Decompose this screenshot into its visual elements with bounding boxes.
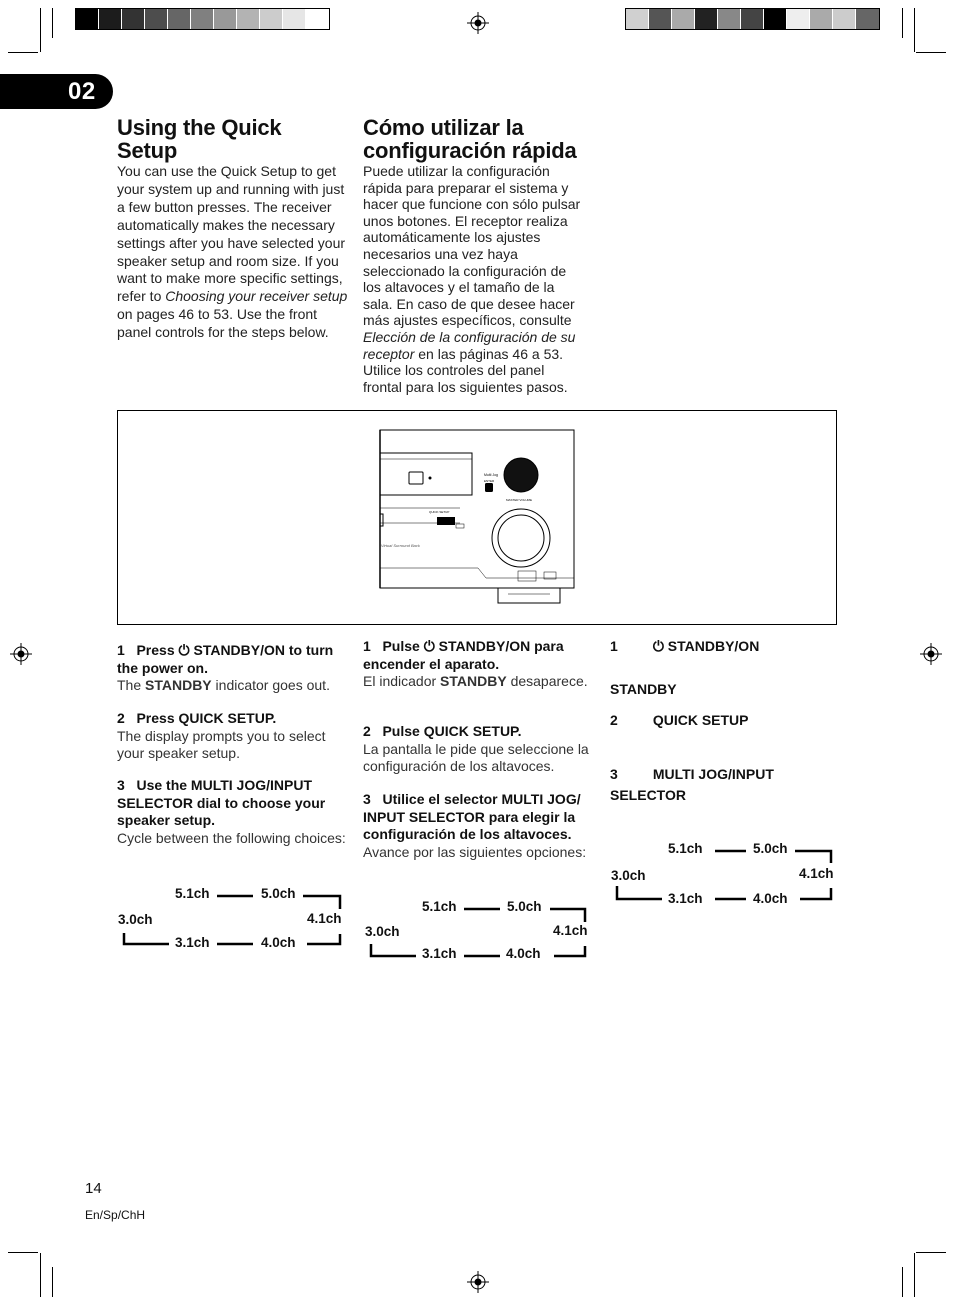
cycle-option-5-1: 5.1ch: [422, 899, 457, 914]
step-title: Press QUICK SETUP.: [136, 710, 277, 726]
step-title: Pulse QUICK SETUP.: [382, 723, 522, 739]
step-title: Press: [136, 642, 179, 658]
intro-spanish: [363, 163, 585, 395]
cycle-option-4-0: 4.0ch: [506, 946, 541, 961]
step-number: 1: [610, 638, 618, 654]
cycle-option-4-0: 4.0ch: [261, 935, 296, 950]
crop-mark: [52, 1267, 53, 1297]
step-desc: The display prompts you to select your speaker setup.: [117, 727, 326, 762]
step-number: 1: [117, 642, 125, 658]
step-number: 3: [117, 777, 125, 793]
intro-link-text: Elección de la configuración de su receptor: [363, 328, 576, 362]
step-1-english: [117, 642, 349, 695]
crop-mark: [902, 8, 903, 38]
crosshair-icon: [467, 1271, 489, 1293]
standby-indicator-label: STANDBY: [440, 673, 507, 690]
crop-mark: [40, 8, 41, 52]
cycle-option-4-1: 4.1ch: [553, 923, 588, 938]
title-line: Setup: [117, 138, 178, 163]
crosshair-icon: [467, 12, 489, 34]
cycle-option-5-1: 5.1ch: [175, 886, 210, 901]
cycle-option-3-1: 3.1ch: [175, 935, 210, 950]
step-3-spanish: [363, 791, 595, 861]
standby-indicator-label: STANDBY: [610, 681, 677, 697]
title-line: Cómo utilizar la: [363, 115, 524, 140]
step-desc: La pantalla le pide que seleccione la configuración de los altavoces.: [363, 740, 589, 775]
surround-back-label: Virtual Surround Back: [381, 543, 420, 548]
crop-mark: [40, 1253, 41, 1297]
speaker-cycle-diagram-chinese: [610, 840, 835, 905]
speaker-cycle-diagram-spanish: [364, 898, 589, 963]
cycle-option-3-0: 3.0ch: [611, 868, 646, 883]
step-title: STANDBY/ON: [667, 638, 760, 654]
step-number: 1: [363, 638, 371, 654]
power-icon: ⏻: [178, 642, 190, 658]
title-line: Using the Quick: [117, 115, 282, 140]
intro-text: on pages 46 to 53. Use the front panel controls for the steps below.: [117, 306, 329, 341]
cycle-option-5-0: 5.0ch: [753, 841, 788, 856]
speaker-cycle-diagram-english: [117, 885, 342, 950]
cycle-option-4-1: 4.1ch: [307, 911, 342, 926]
crop-mark: [8, 1252, 38, 1253]
step-title: QUICK SETUP: [652, 712, 749, 728]
step-title: STANDBY/ON to turn the power on.: [117, 642, 334, 676]
crosshair-icon: [920, 643, 942, 665]
step-title: Utilice el selector MULTI JOG/ INPUT SELECTOR para elegir la configuración de los altavoces.: [363, 791, 581, 843]
step-title: Use the MULTI JOG/INPUT SELECTOR dial to choose your speaker setup.: [117, 777, 326, 829]
page-title-english: [117, 116, 347, 162]
intro-link-text: Choosing your receiver setup: [165, 288, 348, 305]
step-desc: El indicador: [363, 673, 441, 690]
step-desc: desaparece.: [506, 673, 588, 690]
cycle-option-5-1: 5.1ch: [668, 841, 703, 856]
crop-mark: [914, 8, 915, 52]
step-number: 2: [117, 710, 125, 726]
step-1-chinese-desc: [610, 681, 677, 699]
intro-text: en las páginas 46 a 53. Utilice los controles del panel frontal para los siguientes pasos.: [363, 345, 568, 395]
power-icon: ⏻: [423, 638, 435, 654]
cycle-option-3-1: 3.1ch: [422, 946, 457, 961]
step-number: 2: [363, 723, 371, 739]
crop-mark: [902, 1267, 903, 1297]
crop-mark: [916, 1252, 946, 1253]
step-2-english: [117, 710, 349, 763]
step-title: MULTI JOG/INPUT: [652, 766, 774, 782]
step-title: Pulse: [382, 638, 424, 654]
step-1-spanish: [363, 638, 595, 691]
cycle-option-3-0: 3.0ch: [365, 924, 400, 939]
standby-indicator-label: STANDBY: [145, 677, 212, 694]
cycle-option-3-1: 3.1ch: [668, 891, 703, 906]
enter-label: ENTER: [484, 479, 495, 483]
cycle-option-5-0: 5.0ch: [261, 886, 296, 901]
step-number: 2: [610, 712, 618, 728]
master-volume-label: MASTER VOLUME: [506, 498, 533, 502]
cycle-option-4-0: 4.0ch: [753, 891, 788, 906]
title-line: configuración rápida: [363, 138, 577, 163]
multi-jog-label: Multi Jog: [484, 473, 499, 477]
step-desc: indicator goes out.: [211, 677, 330, 694]
quick-setup-label: QUICK SETUP: [429, 510, 450, 514]
grayscale-bar-left: [75, 8, 330, 30]
step-number: 3: [610, 766, 618, 782]
step-3-english: [117, 777, 349, 847]
cycle-option-3-0: 3.0ch: [118, 912, 153, 927]
language-code: En/Sp/ChH: [85, 1208, 146, 1222]
page-number: 14: [85, 1180, 102, 1197]
cycle-option-5-0: 5.0ch: [507, 899, 542, 914]
cycle-option-4-1: 4.1ch: [799, 866, 834, 881]
receiver-front-panel-illustration: [378, 428, 578, 608]
intro-english: [117, 163, 349, 342]
power-icon: ⏻: [652, 638, 664, 654]
step-desc: The: [117, 677, 146, 694]
crop-mark: [916, 52, 946, 53]
step-1-chinese: [610, 638, 840, 656]
step-title: SELECTOR: [610, 787, 686, 803]
step-2-spanish: [363, 723, 595, 776]
step-desc: Avance por las siguientes opciones:: [363, 843, 587, 860]
grayscale-bar-right: [625, 8, 880, 30]
step-2-chinese: [610, 712, 749, 730]
crosshair-icon: [10, 643, 32, 665]
crop-mark: [52, 8, 53, 38]
crop-mark: [8, 52, 38, 53]
step-desc: Cycle between the following choices:: [117, 829, 346, 846]
page-title-spanish: [363, 116, 613, 162]
intro-text: Puede utilizar la configuración rápida para preparar el sistema y hacer que funcione con sólo pulsar unos botones. El receptor realiza automáticamente los ajustes necesarios una vez haya seleccionado la configuración de los altavoces y el tamaño de la sala. En caso de que desee hacer más ajustes específicos, consulte: [363, 163, 581, 329]
intro-text: You can use the Quick Setup to get your system up and running with just a few button presses. The receiver automatically makes the necessary settings after you have selected your speaker setup and room size. If you want to make more specific settings, refer to: [117, 163, 346, 305]
step-title: STANDBY/ON para encender el aparato.: [363, 638, 564, 672]
crop-mark: [914, 1253, 915, 1297]
step-number: 3: [363, 791, 371, 807]
chapter-tab: 02: [0, 74, 113, 109]
step-3-chinese: [610, 764, 774, 806]
